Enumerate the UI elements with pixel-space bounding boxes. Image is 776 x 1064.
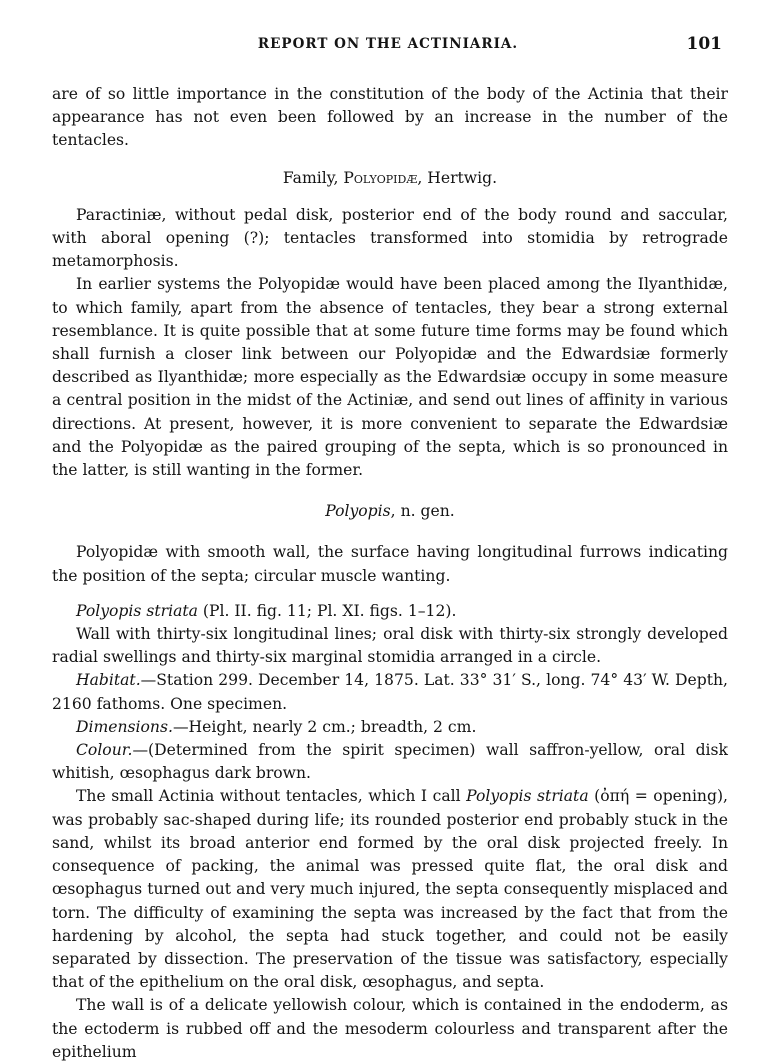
genus-name: Polyopis: [325, 502, 391, 521]
family-heading-prefix: Family,: [282, 168, 344, 187]
paragraph-wall: The wall is of a delicate yellowish colour, which is contained in the endoderm, as the ectoderm is rubbed off and the mesoderm colourless and transparent after the epithelium: [52, 996, 728, 1061]
running-title: REPORT ON THE ACTINIARIA.: [257, 36, 519, 52]
family-heading: [52, 167, 728, 190]
species-heading: [52, 600, 728, 623]
page-header: [0, 36, 776, 58]
body-text: [52, 83, 728, 1064]
dimensions-entry: [52, 716, 728, 739]
description-species-name: Polyopis striata: [466, 787, 589, 806]
description-after: (ὀπή = opening), was probably sac-shaped during life; its rounded posterior end probably stuck in the sand, whilst its broad anterior end formed by the oral disk projected freely. In consequence of packing, the animal was pressed quite flat, the oral disk and œsophagus turned out and very much injured, the septa consequently misplaced and torn. The difficulty of examining the septa was increased by the fact that from the hardening by alcohol, the septa had stuck together, and could not be easily separated by dissection. The preservation of the tissue was satisfactory, especially that of the epithelium on the oral disk, œsophagus, and septa.: [52, 787, 728, 992]
species-refs: (Pl. II. fig. 11; Pl. XI. figs. 1–12).: [197, 601, 457, 620]
paragraph-species-definition: Wall with thirty-six longitudinal lines; oral disk with thirty-six strongly developed radial swellings and thirty-six marginal stomidia arranged in a circle.: [52, 625, 728, 667]
family-name: Polyopidæ: [343, 168, 418, 187]
dimensions-label: Dimensions.: [76, 717, 173, 736]
genus-heading-suffix: , n. gen.: [390, 502, 455, 521]
paragraph-family-discussion: In earlier systems the Polyopidæ would have been placed among the Ilyanthidæ, to which family, apart from the absence of tentacles, they bear a strong external resemblance. It is quite possible that at some future time forms may be found which shall furnish a closer link between our Polyopidæ and the Edwardsiæ formerly described as Ilyanthidæ; more especially as the Edwardsiæ occupy in some measure a central position in the midst of the Actiniæ, and send out lines of affinity in various directions. At present, however, it is more convenient to separate the Edwardsiæ and the Polyopidæ as the paired grouping of the septa, which is so pronounced in the latter, is still wanting in the former.: [52, 275, 728, 480]
colour-text: —(Determined from the spirit specimen) wall saffron-yellow, oral disk whitish, œsophagus dark brown.: [52, 741, 728, 783]
page-number: 101: [686, 34, 722, 54]
description-before: The small Actinia without tentacles, which I call: [76, 787, 467, 806]
habitat-label: Habitat.: [76, 671, 141, 690]
genus-heading: [52, 500, 728, 523]
colour-entry: [52, 739, 728, 785]
habitat-entry: [52, 669, 728, 715]
paragraph-description: [52, 785, 728, 994]
habitat-text: —Station 299. December 14, 1875. Lat. 33° 31′ S., long. 74° 43′ W. Depth, 2160 fathoms. One specimen.: [52, 671, 728, 713]
family-heading-suffix: , Hertwig.: [417, 168, 498, 187]
paragraph-family-definition: Paractiniæ, without pedal disk, posterior end of the body round and saccular, with aboral opening (?); tentacles transformed into stomidia by retrograde metamorphosis.: [52, 205, 728, 271]
paragraph-genus-definition: Polyopidæ with smooth wall, the surface having longitudinal furrows indicating the position of the septa; circular muscle wanting.: [52, 543, 728, 585]
species-name: Polyopis striata: [76, 601, 198, 620]
paragraph-intro: are of so little importance in the constitution of the body of the Actinia that their appearance has not even been followed by an increase in the number of the tentacles.: [52, 85, 728, 150]
dimensions-text: —Height, nearly 2 cm.; breadth, 2 cm.: [172, 717, 477, 736]
colour-label: Colour.: [76, 741, 133, 760]
